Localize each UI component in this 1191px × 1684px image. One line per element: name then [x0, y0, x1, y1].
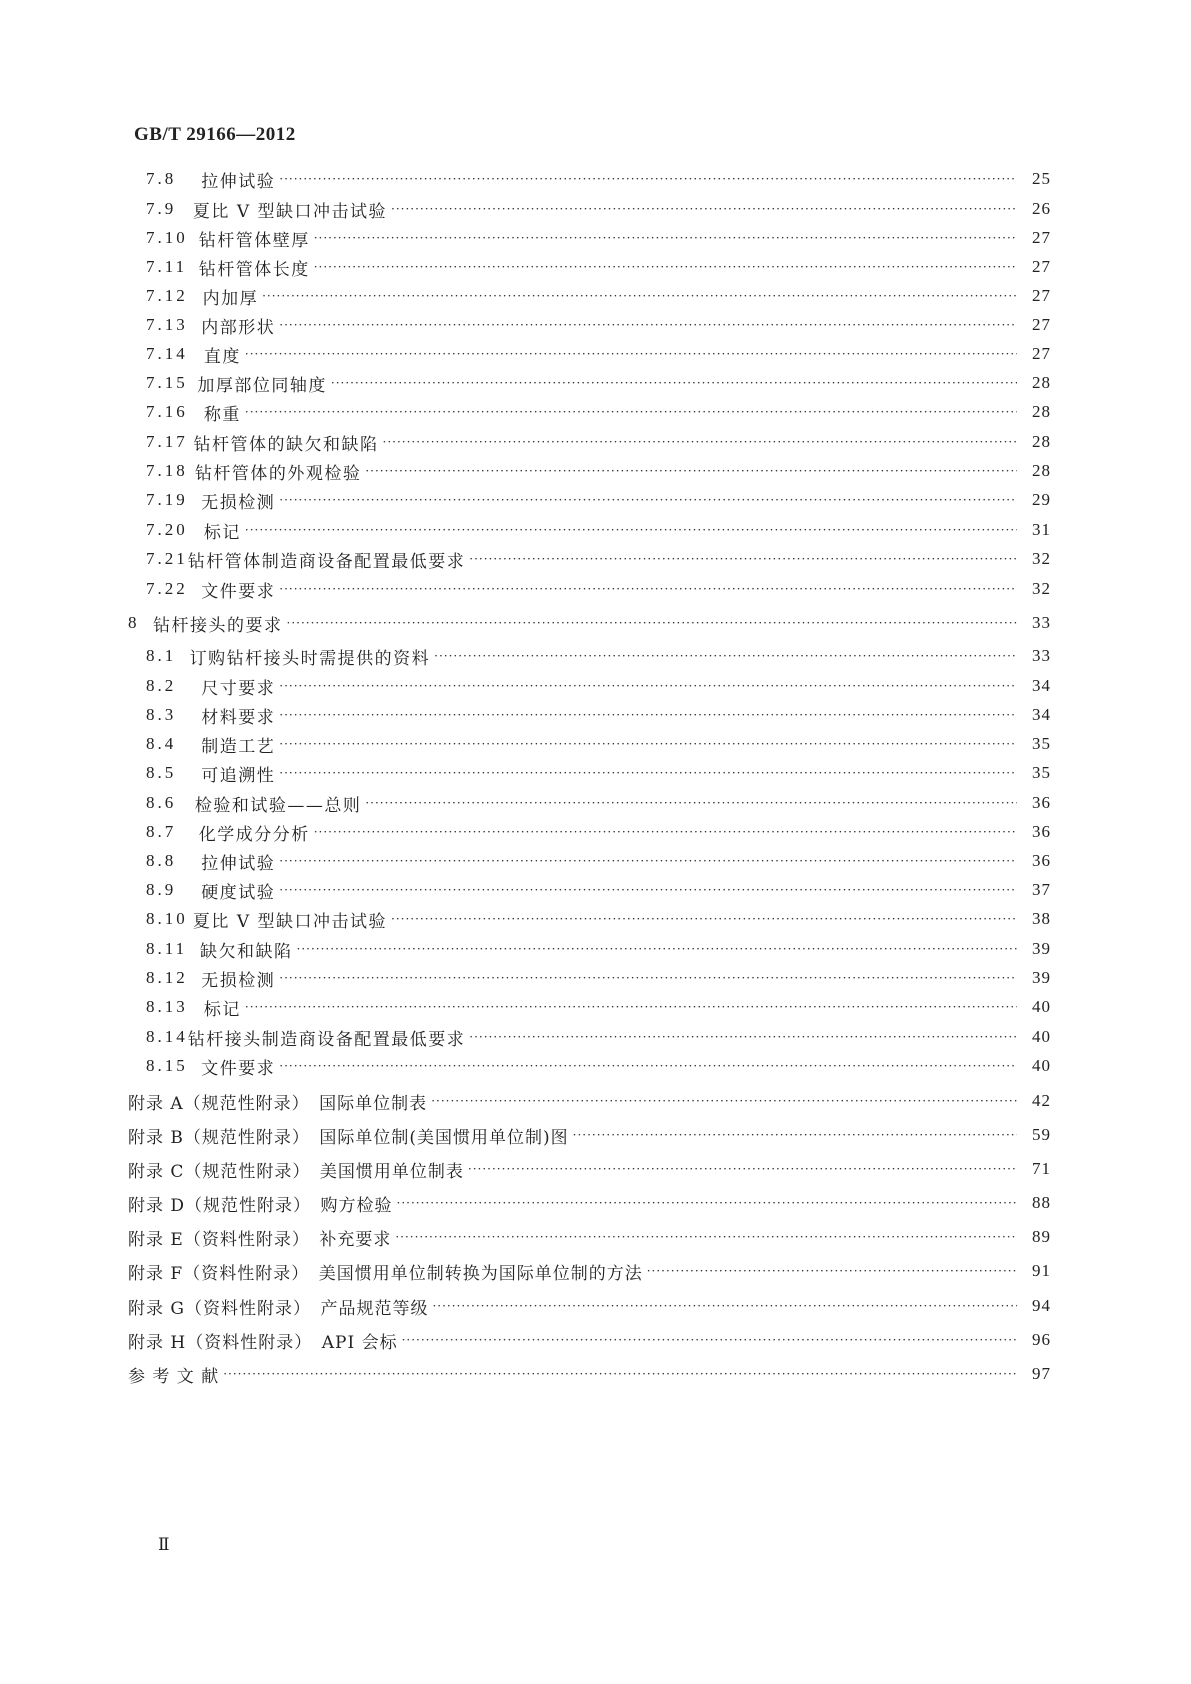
- toc-entry-title: 钻杆管体制造商设备配置最低要求: [187, 551, 466, 572]
- toc-entry-title: 附录 C（规范性附录） 美国惯用单位制表: [128, 1161, 464, 1182]
- toc-entry-title: 称重: [203, 404, 241, 425]
- dot-leader: [365, 458, 1017, 484]
- toc-entry[interactable]: [146, 254, 1051, 280]
- toc-entry-number: 8.2: [146, 676, 177, 695]
- dot-leader: [279, 702, 1017, 728]
- toc-entry-number: 8.10: [146, 909, 188, 928]
- dot-leader: [314, 254, 1017, 280]
- dot-leader: [279, 965, 1017, 991]
- toc-entry[interactable]: [146, 166, 1051, 192]
- toc-entry[interactable]: [128, 1224, 1051, 1250]
- toc-entry-page: 40: [1032, 1027, 1051, 1046]
- toc-entry-number: 8.7: [146, 822, 177, 841]
- toc-entry-page: 37: [1032, 880, 1051, 899]
- toc-entry-number: 8.9: [146, 880, 177, 899]
- toc-entry-page: 36: [1032, 822, 1051, 841]
- toc-entry-page: 88: [1032, 1193, 1051, 1212]
- toc-entry[interactable]: [146, 1024, 1051, 1050]
- dot-leader: [468, 1156, 1017, 1182]
- toc-entry-page: 28: [1032, 373, 1051, 392]
- toc-entry-title: 文件要求: [201, 581, 276, 602]
- toc-entry-page: 28: [1032, 402, 1051, 421]
- toc-entry-title: 内部形状: [201, 317, 276, 338]
- dot-leader: [432, 1293, 1017, 1319]
- toc-entry-title: 直度: [203, 346, 241, 367]
- toc-entry-number: 7.19: [146, 490, 188, 509]
- toc-entry-title: 文件要求: [201, 1058, 276, 1079]
- toc-entry-number: 8.5: [146, 763, 177, 782]
- toc-entry-title: 附录 G（资料性附录） 产品规范等级: [128, 1298, 429, 1319]
- toc-entry-title: 附录 A（规范性附录） 国际单位制表: [128, 1093, 428, 1114]
- dot-leader: [245, 341, 1017, 367]
- toc-entry[interactable]: [146, 399, 1051, 425]
- dot-leader: [279, 487, 1017, 513]
- toc-entry-number: 7.14: [146, 344, 188, 363]
- toc-entry-title: 无损检测: [201, 970, 276, 991]
- toc-entry-title: 硬度试验: [201, 882, 276, 903]
- toc-entry-number: 8.14: [146, 1027, 188, 1046]
- toc-entry-title: 化学成分分析: [198, 824, 310, 845]
- dot-leader: [431, 1088, 1017, 1114]
- toc-entry-title: 加厚部位同轴度: [197, 375, 327, 396]
- toc-entry-title: 参 考 文 献: [128, 1366, 220, 1387]
- toc-entry-page: 33: [1032, 646, 1051, 665]
- dot-leader: [391, 906, 1017, 932]
- toc-entry-number: 8.8: [146, 851, 177, 870]
- toc-entry[interactable]: [146, 731, 1051, 757]
- dot-leader: [391, 196, 1017, 222]
- toc-entry-page: 38: [1032, 909, 1051, 928]
- toc-entry-title: 材料要求: [201, 707, 276, 728]
- toc-entry[interactable]: [146, 225, 1051, 251]
- toc-entry-title: 钻杆接头的要求: [153, 615, 283, 636]
- toc-entry[interactable]: [146, 576, 1051, 602]
- dot-leader: [279, 673, 1017, 699]
- toc-entry-page: 32: [1032, 549, 1051, 568]
- toc-entry-title: 内加厚: [202, 288, 259, 309]
- toc-entry-page: 59: [1032, 1125, 1051, 1144]
- toc-entry[interactable]: [128, 1327, 1051, 1353]
- toc-entry[interactable]: [128, 1293, 1051, 1319]
- toc-entry[interactable]: [146, 643, 1051, 669]
- toc-entry[interactable]: [146, 370, 1051, 396]
- toc-entry-title: 附录 H（资料性附录） API 会标: [128, 1332, 398, 1353]
- toc-entry[interactable]: [146, 760, 1051, 786]
- toc-entry-title: 钻杆管体的缺欠和缺陷: [193, 434, 379, 455]
- toc-entry-title: 标记: [203, 522, 241, 543]
- dot-leader: [434, 643, 1017, 669]
- toc-entry-page: 27: [1032, 315, 1051, 334]
- toc-entry[interactable]: [146, 994, 1051, 1020]
- toc-entry-title: 附录 D（规范性附录） 购方检验: [128, 1195, 393, 1216]
- document-code: GB/T 29166—2012: [134, 124, 296, 145]
- toc-entry-title: 缺欠和缺陷: [200, 941, 293, 962]
- toc-entry[interactable]: [146, 517, 1051, 543]
- dot-leader: [314, 225, 1017, 251]
- toc-entry-title: 检验和试验——总则: [194, 795, 362, 816]
- toc-entry[interactable]: [146, 790, 1051, 816]
- toc-entry-title: 钻杆管体壁厚: [198, 230, 310, 251]
- toc-entry-number: 8.11: [146, 939, 188, 958]
- toc-entry-title: 制造工艺: [201, 736, 276, 757]
- toc-entry-number: 8.12: [146, 968, 188, 987]
- toc-entry[interactable]: [146, 848, 1051, 874]
- toc-entry-page: 28: [1032, 432, 1051, 451]
- dot-leader: [469, 1024, 1017, 1050]
- dot-leader: [395, 1224, 1017, 1250]
- dot-leader: [365, 790, 1017, 816]
- toc-entry-page: 31: [1032, 520, 1051, 539]
- toc-entry-number: 7.20: [146, 520, 188, 539]
- toc-entry-title: 尺寸要求: [201, 678, 276, 699]
- toc-entry-page: 34: [1032, 705, 1051, 724]
- toc-entry-number: 7.12: [146, 286, 188, 305]
- toc-entry-page: 32: [1032, 579, 1051, 598]
- toc-entry-number: 7.10: [146, 228, 188, 247]
- dot-leader: [223, 1361, 1017, 1387]
- toc-entry-number: 8: [128, 613, 140, 632]
- dot-leader: [402, 1327, 1017, 1353]
- toc-entry[interactable]: [128, 610, 1051, 636]
- toc-entry-page: 25: [1032, 169, 1051, 188]
- toc-entry-page: 97: [1032, 1364, 1051, 1383]
- toc-entry-page: 40: [1032, 997, 1051, 1016]
- toc-entry[interactable]: [128, 1361, 1051, 1387]
- toc-entry-title: 附录 B（规范性附录） 国际单位制(美国惯用单位制)图: [128, 1127, 569, 1148]
- dot-leader: [383, 429, 1017, 455]
- toc-entry-title: 拉伸试验: [201, 171, 276, 192]
- toc-entry-title: 可追溯性: [201, 765, 276, 786]
- toc-entry-page: 89: [1032, 1227, 1051, 1246]
- toc-entry-number: 7.11: [146, 257, 188, 276]
- toc-entry-number: 7.15: [146, 373, 188, 392]
- page-number: Ⅱ: [158, 1535, 170, 1554]
- toc-entry-page: 34: [1032, 676, 1051, 695]
- dot-leader: [469, 546, 1017, 572]
- toc-entry-title: 附录 F（资料性附录） 美国惯用单位制转换为国际单位制的方法: [128, 1263, 643, 1284]
- dot-leader: [314, 819, 1017, 845]
- toc-entry[interactable]: [128, 1122, 1051, 1148]
- dot-leader: [279, 166, 1017, 192]
- toc-entry[interactable]: [146, 546, 1051, 572]
- dot-leader: [279, 760, 1017, 786]
- toc-entry-number: 7.16: [146, 402, 188, 421]
- toc-entry[interactable]: [128, 1156, 1051, 1182]
- toc-entry-number: 7.13: [146, 315, 188, 334]
- toc-entry-title: 夏比 V 型缺口冲击试验: [192, 911, 388, 932]
- toc-entry-number: 7.18: [146, 461, 188, 480]
- dot-leader: [245, 517, 1017, 543]
- toc-entry[interactable]: [146, 458, 1051, 484]
- toc-entry-page: 35: [1032, 734, 1051, 753]
- toc-entry[interactable]: [146, 312, 1051, 338]
- toc-entry-number: 8.4: [146, 734, 177, 753]
- dot-leader: [297, 936, 1018, 962]
- toc-entry-number: 7.9: [146, 199, 177, 218]
- toc-entry-page: 36: [1032, 851, 1051, 870]
- dot-leader: [279, 312, 1017, 338]
- toc-entry-number: 7.22: [146, 579, 188, 598]
- toc-entry-page: 26: [1032, 199, 1051, 218]
- toc-entry-page: 29: [1032, 490, 1051, 509]
- dot-leader: [245, 399, 1017, 425]
- toc-entry[interactable]: [146, 429, 1051, 455]
- toc-entry-title: 拉伸试验: [201, 853, 276, 874]
- dot-leader: [279, 1053, 1017, 1079]
- toc-entry-page: 40: [1032, 1056, 1051, 1075]
- dot-leader: [262, 283, 1017, 309]
- toc-entry[interactable]: [128, 1088, 1051, 1114]
- toc-entry-page: 39: [1032, 939, 1051, 958]
- toc-entry-page: 94: [1032, 1296, 1051, 1315]
- dot-leader: [647, 1258, 1017, 1284]
- toc-entry-number: 8.15: [146, 1056, 188, 1075]
- toc-entry-page: 91: [1032, 1261, 1051, 1280]
- toc-entry-page: 27: [1032, 228, 1051, 247]
- toc-entry-title: 标记: [203, 999, 241, 1020]
- toc-entry-page: 96: [1032, 1330, 1051, 1349]
- toc-entry-page: 27: [1032, 286, 1051, 305]
- toc-entry-number: 7.21: [146, 549, 188, 568]
- toc-entry[interactable]: [146, 877, 1051, 903]
- toc-entry-page: 33: [1032, 613, 1051, 632]
- toc-entry[interactable]: [146, 283, 1051, 309]
- dot-leader: [279, 877, 1017, 903]
- toc-entry[interactable]: [146, 702, 1051, 728]
- toc-entry[interactable]: [146, 819, 1051, 845]
- toc-entry[interactable]: [146, 1053, 1051, 1079]
- toc-entry-title: 钻杆管体的外观检验: [194, 463, 362, 484]
- toc-entry-number: 8.1: [146, 646, 177, 665]
- toc-entry-title: 订购钻杆接头时需提供的资料: [189, 648, 431, 669]
- toc-entry-title: 钻杆管体长度: [198, 259, 310, 280]
- toc-entry-page: 35: [1032, 763, 1051, 782]
- toc-entry-page: 27: [1032, 257, 1051, 276]
- toc-entry-number: 8.3: [146, 705, 177, 724]
- toc-entry[interactable]: [146, 965, 1051, 991]
- toc-entry-page: 28: [1032, 461, 1051, 480]
- toc-entry-title: 附录 E（资料性附录） 补充要求: [128, 1229, 392, 1250]
- toc-entry[interactable]: [146, 341, 1051, 367]
- toc-entry[interactable]: [128, 1258, 1051, 1284]
- toc-entry[interactable]: [146, 906, 1051, 932]
- dot-leader: [397, 1190, 1017, 1216]
- toc-entry[interactable]: [128, 1190, 1051, 1216]
- toc-entry-number: 8.6: [146, 793, 177, 812]
- toc-entry[interactable]: [146, 487, 1051, 513]
- toc-entry-title: 钻杆接头制造商设备配置最低要求: [187, 1029, 466, 1050]
- toc-entry[interactable]: [146, 196, 1051, 222]
- toc-entry[interactable]: [146, 936, 1051, 962]
- toc-entry-page: 36: [1032, 793, 1051, 812]
- dot-leader: [287, 610, 1017, 636]
- toc-entry-number: 7.17: [146, 432, 188, 451]
- toc-entry-title: 无损检测: [201, 492, 276, 513]
- toc-entry-page: 27: [1032, 344, 1051, 363]
- toc-entry-page: 71: [1032, 1159, 1051, 1178]
- toc-entry[interactable]: [146, 673, 1051, 699]
- toc-entry-page: 39: [1032, 968, 1051, 987]
- toc-entry-title: 夏比 V 型缺口冲击试验: [192, 201, 388, 222]
- dot-leader: [279, 731, 1017, 757]
- dot-leader: [573, 1122, 1017, 1148]
- dot-leader: [331, 370, 1017, 396]
- toc-entry-number: 8.13: [146, 997, 188, 1016]
- toc-entry-number: 7.8: [146, 169, 177, 188]
- dot-leader: [245, 994, 1017, 1020]
- toc-entry-page: 42: [1032, 1091, 1051, 1110]
- dot-leader: [279, 848, 1017, 874]
- dot-leader: [279, 576, 1017, 602]
